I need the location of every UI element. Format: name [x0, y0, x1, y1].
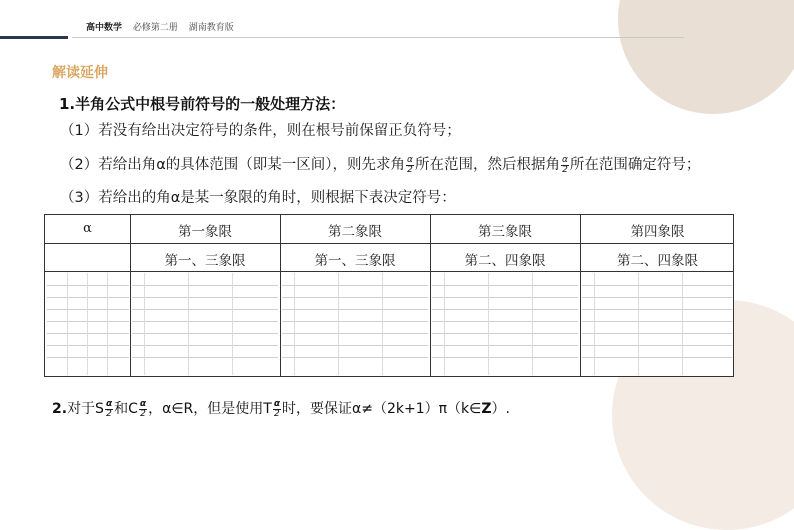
table-header-q2: 第二象限 [328, 224, 382, 240]
header-book: 必修第二册 [132, 23, 178, 33]
point2-part-c: ，α∈R，但是使用T [148, 401, 272, 417]
point2-part-d: 时，要保证α≠（2k+1）π（k∈ [282, 401, 482, 417]
header-publisher: 湖南教育版 [188, 23, 234, 33]
point2-number: 2. [52, 401, 68, 417]
half-angle-fraction [273, 400, 281, 419]
table-header-alpha: α [83, 221, 92, 236]
point1-line2-part-c: 所在范围确定符号； [569, 157, 701, 173]
fraction-numerator: α [407, 154, 413, 165]
fraction-denominator: 2 [274, 408, 280, 419]
fraction-denominator: 2 [562, 164, 568, 175]
half-angle-fraction [139, 400, 147, 419]
fraction-numerator: α [139, 398, 147, 409]
point1-title: 1.半角公式中根号前符号的一般处理方法： [59, 95, 346, 113]
header-subject: 高中数学 [86, 23, 123, 33]
faded-subtable-q1 [132, 273, 278, 375]
point1-line1: （1）若没有给出决定符号的条件，则在根号前保留正负符号； [60, 123, 461, 139]
half-angle-fraction [561, 156, 569, 175]
table-header-q3: 第三象限 [478, 224, 532, 240]
slide-header [86, 20, 234, 33]
header-divider [72, 37, 684, 38]
half-angle-fraction [406, 156, 414, 175]
faded-subtable-q3 [432, 273, 578, 375]
faded-subtable-q2 [282, 273, 428, 375]
fraction-numerator: α [273, 398, 280, 409]
point1-line2-part-b: 所在范围，然后根据角 [414, 157, 560, 173]
decorative-circle-top [618, 0, 794, 114]
fraction-numerator: α [561, 154, 568, 165]
header-accent-bar [0, 36, 68, 39]
table-header-q1: 第一象限 [178, 224, 232, 240]
point1-line2-part-a: （2）若给出角α的具体范围（即某一区间），则先求角 [60, 157, 406, 173]
fraction-numerator: α [105, 398, 113, 409]
sign-table [44, 214, 734, 377]
point1-line3: （3）若给出的角α是某一象限的角时，则根据下表决定符号： [60, 190, 456, 206]
table-cell-half-angle-q2: 第一、三象限 [314, 253, 396, 269]
point1-line2 [60, 153, 700, 175]
faded-subtable-q4 [582, 273, 732, 375]
table-cell-half-angle-q4: 第二、四象限 [617, 253, 698, 269]
table-row-divider [45, 271, 733, 272]
half-angle-fraction [105, 400, 113, 419]
fraction-denominator: 2 [407, 164, 413, 175]
table-cell-half-angle-q1: 第一、三象限 [164, 253, 246, 269]
faded-subtable-alpha [47, 273, 129, 375]
point2-part-b: 和C [114, 401, 138, 417]
integer-set-symbol: Z [481, 401, 492, 417]
fraction-denominator: 2 [106, 408, 112, 419]
point2-part-e: ）. [491, 401, 510, 417]
table-row-divider [45, 243, 733, 244]
point2-part-a: 对于S [67, 401, 104, 417]
fraction-denominator: 2 [140, 408, 146, 419]
section-title: 解读延伸 [52, 65, 108, 81]
table-cell-half-angle-q3: 第二、四象限 [464, 253, 546, 269]
point2-text [52, 398, 510, 419]
table-header-q4: 第四象限 [630, 224, 685, 240]
